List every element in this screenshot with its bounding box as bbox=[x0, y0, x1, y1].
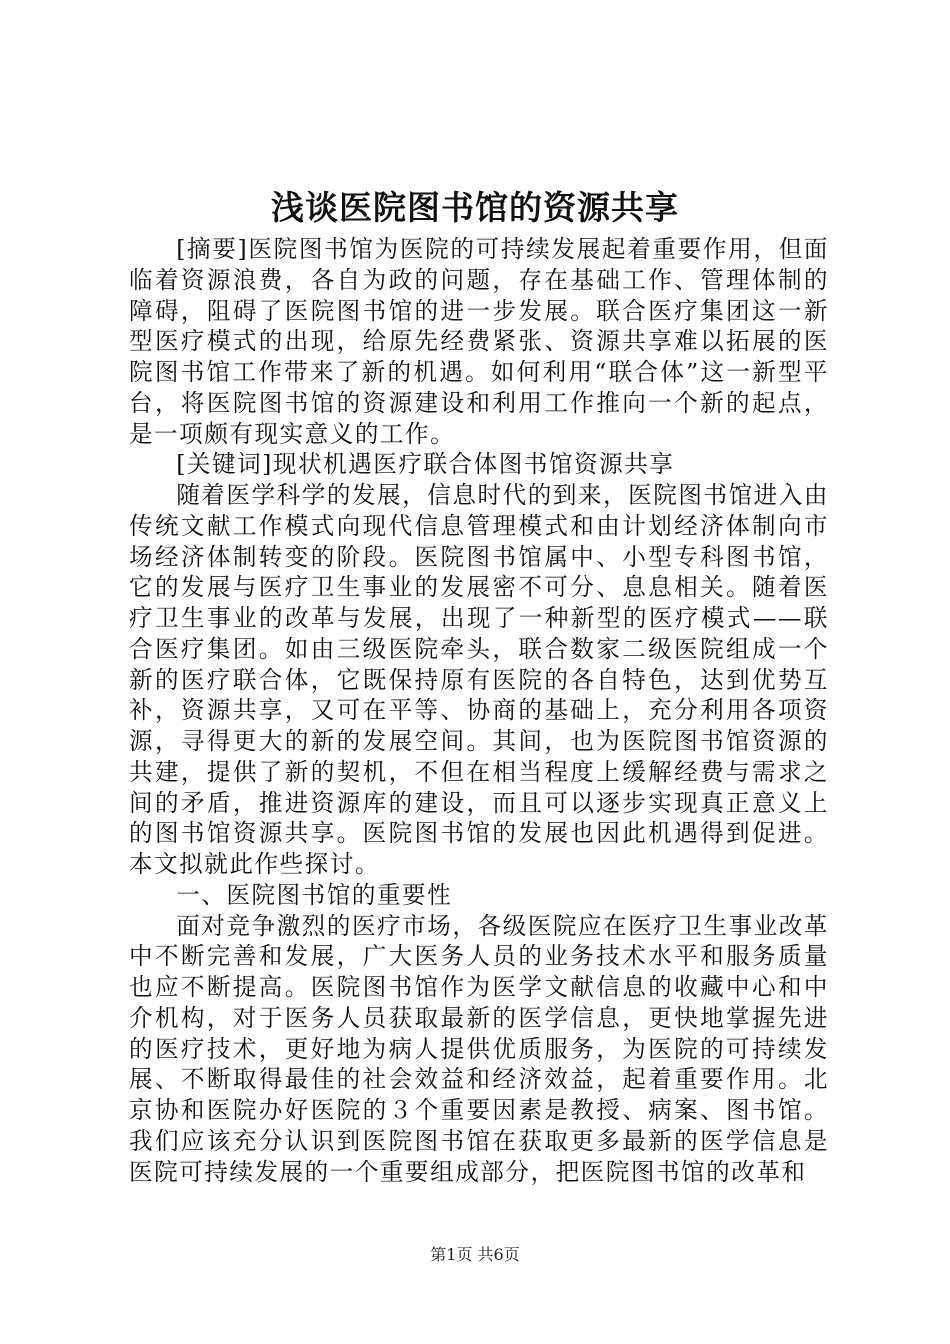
intro-paragraph: 随着医学科学的发展，信息时代的到来，医院图书馆进入由传统文献工作模式向现代信息管理模式和由计划经济体制向市场经济体制转变的阶段。医院图书馆属中、小型专科图书馆，它的发展与医疗卫生事业的发展密不可分、息息相关。随着医疗卫生事业的改革与发展，出现了一种新型的医疗模式——联合医疗集团。如由三级医院牵头，联合数家二级医院组成一个新的医疗联合体，它既保持原有医院的各自特色，达到优势互补，资源共享，又可在平等、协商的基础上，充分利用各项资源，寻得更大的新的发展空间。其间，也为医院图书馆资源的共建，提供了新的契机，不但在相当程度上缓解经费与需求之间的矛盾，推进资源库的建设，而且可以逐步实现真正意义上的图书馆资源共享。医院图书馆的发展也因此机遇得到促进。本文拟就此作些探讨。 bbox=[129, 481, 829, 878]
section-paragraph: 面对竞争激烈的医疗市场，各级医院应在医疗卫生事业改革中不断完善和发展，广大医务人员的业务技术水平和服务质量也应不断提高。医院图书馆作为医学文献信息的收藏中心和中介机构，对于医务人员获取最新的医学信息，更快地掌握先进的医疗技术，更好地为病人提供优质服务，为医院的可持续发展、不断取得最佳的社会效益和经济效益，起着重要作用。北京协和医院办好医院的３个重要因素是教授、病案、图书馆。我们应该充分认识到医院图书馆在获取更多最新的医学信息是医院可持续发展的一个重要组成部分，把医院图书馆的改革和 bbox=[129, 911, 829, 1186]
document-body bbox=[129, 234, 829, 1187]
page-footer: 第1页 共6页 bbox=[430, 1245, 520, 1264]
section-heading: 一、医院图书馆的重要性 bbox=[176, 880, 453, 909]
abstract-paragraph: [摘要]医院图书馆为医院的可持续发展起着重要作用，但面临着资源浪费，各自为政的问题，存在基础工作、管理体制的障碍，阻碍了医院图书馆的进一步发展。联合医疗集团这一新型医疗模式的出现，给原先经费紧张、资源共享难以拓展的医院图书馆工作带来了新的机遇。如何利用“联合体”这一新型平台，将医院图书馆的资源建设和利用工作推向一个新的起点，是一项颇有现实意义的工作。 bbox=[129, 235, 829, 448]
keywords-paragraph: [关键词]现状机遇医疗联合体图书馆资源共享 bbox=[176, 450, 675, 479]
document-title: 浅谈医院图书馆的资源共享 bbox=[271, 188, 679, 227]
